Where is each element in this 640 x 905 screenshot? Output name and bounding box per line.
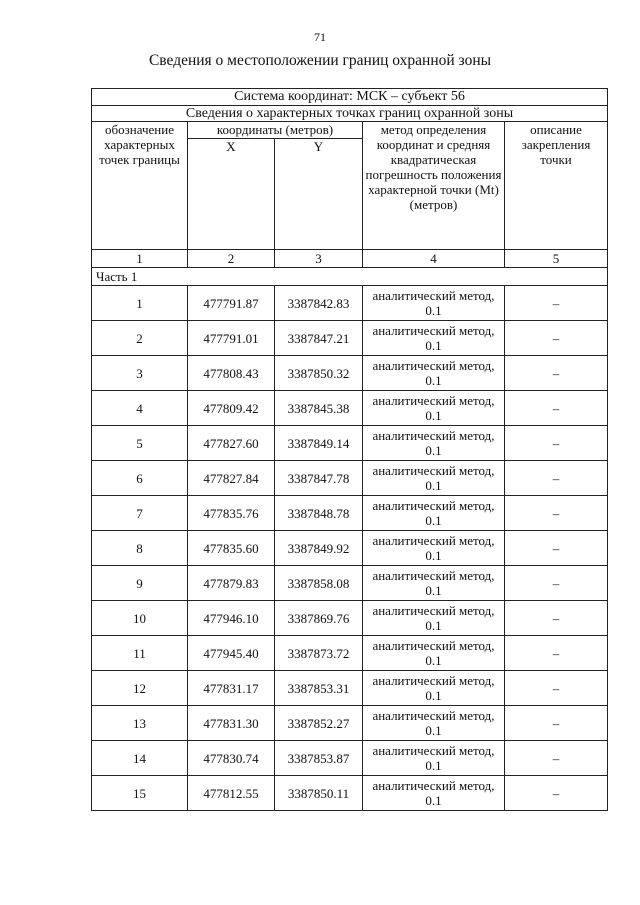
x-coordinate-cell: 477835.76 (188, 496, 275, 531)
page-number: 71 (314, 30, 326, 44)
x-coordinate-cell: 477827.84 (188, 461, 275, 496)
point-number-cell: 10 (92, 601, 188, 636)
description-cell: – (505, 741, 608, 776)
y-coordinate-cell: 3387842.83 (275, 286, 363, 321)
method-cell: аналитический метод, 0.1 (363, 496, 505, 531)
point-number-cell: 13 (92, 706, 188, 741)
point-number-cell: 14 (92, 741, 188, 776)
table-row (92, 776, 608, 811)
method-cell: аналитический метод, 0.1 (363, 531, 505, 566)
x-coordinate-cell: 477831.17 (188, 671, 275, 706)
method-cell: аналитический метод, 0.1 (363, 706, 505, 741)
part-label-row: Часть 1 (92, 268, 608, 286)
x-coordinate-cell: 477879.83 (188, 566, 275, 601)
x-coordinate-cell: 477809.42 (188, 391, 275, 426)
method-cell: аналитический метод, 0.1 (363, 566, 505, 601)
table-row (92, 321, 608, 356)
table-row (92, 566, 608, 601)
column-number: 1 (92, 250, 188, 268)
method-cell: аналитический метод, 0.1 (363, 636, 505, 671)
y-coordinate-cell: 3387850.11 (275, 776, 363, 811)
description-cell: – (505, 671, 608, 706)
method-cell: аналитический метод, 0.1 (363, 321, 505, 356)
point-number-cell: 8 (92, 531, 188, 566)
y-coordinate-cell: 3387869.76 (275, 601, 363, 636)
x-coordinate-cell: 477808.43 (188, 356, 275, 391)
y-coordinate-cell: 3387849.14 (275, 426, 363, 461)
column-number: 2 (188, 250, 275, 268)
column-number: 3 (275, 250, 363, 268)
header-x: X (188, 139, 275, 250)
description-cell: – (505, 391, 608, 426)
point-number-cell: 2 (92, 321, 188, 356)
x-coordinate-cell: 477812.55 (188, 776, 275, 811)
table-row (92, 286, 608, 321)
table-row (92, 706, 608, 741)
x-coordinate-cell: 477835.60 (188, 531, 275, 566)
table-row (92, 636, 608, 671)
description-cell: – (505, 706, 608, 741)
point-number-cell: 15 (92, 776, 188, 811)
y-coordinate-cell: 3387852.27 (275, 706, 363, 741)
x-coordinate-cell: 477945.40 (188, 636, 275, 671)
point-number-cell: 12 (92, 671, 188, 706)
table-row (92, 741, 608, 776)
description-cell: – (505, 426, 608, 461)
column-number: 5 (505, 250, 608, 268)
method-cell: аналитический метод, 0.1 (363, 461, 505, 496)
y-coordinate-cell: 3387848.78 (275, 496, 363, 531)
description-cell: – (505, 636, 608, 671)
method-cell: аналитический метод, 0.1 (363, 776, 505, 811)
x-coordinate-cell: 477791.01 (188, 321, 275, 356)
point-number-cell: 7 (92, 496, 188, 531)
y-coordinate-cell: 3387853.31 (275, 671, 363, 706)
point-number-cell: 3 (92, 356, 188, 391)
table-row (92, 671, 608, 706)
point-number-cell: 9 (92, 566, 188, 601)
method-cell: аналитический метод, 0.1 (363, 356, 505, 391)
table-row (92, 391, 608, 426)
point-number-cell: 6 (92, 461, 188, 496)
y-coordinate-cell: 3387847.21 (275, 321, 363, 356)
point-number-cell: 4 (92, 391, 188, 426)
y-coordinate-cell: 3387853.87 (275, 741, 363, 776)
x-coordinate-cell: 477946.10 (188, 601, 275, 636)
description-cell: – (505, 601, 608, 636)
table-row (92, 426, 608, 461)
header-point-designation: обозначение характерных точек границы (92, 122, 188, 250)
header-y: Y (275, 139, 363, 250)
x-coordinate-cell: 477830.74 (188, 741, 275, 776)
document-title: Сведения о местоположении границ охранной зоны (148, 52, 492, 69)
boundary-points-table (91, 88, 608, 811)
method-cell: аналитический метод, 0.1 (363, 601, 505, 636)
header-method: метод определения координат и средняя квадратическая погрешность положения характерной точки (Mt) (метров) (363, 122, 505, 250)
y-coordinate-cell: 3387847.78 (275, 461, 363, 496)
section-title-row: Сведения о характерных точках границ охранной зоны (92, 106, 608, 122)
table-row (92, 601, 608, 636)
method-cell: аналитический метод, 0.1 (363, 741, 505, 776)
description-cell: – (505, 356, 608, 391)
point-number-cell: 5 (92, 426, 188, 461)
method-cell: аналитический метод, 0.1 (363, 671, 505, 706)
method-cell: аналитический метод, 0.1 (363, 426, 505, 461)
y-coordinate-cell: 3387845.38 (275, 391, 363, 426)
description-cell: – (505, 286, 608, 321)
header-coordinates: координаты (метров) (188, 122, 363, 139)
column-number: 4 (363, 250, 505, 268)
description-cell: – (505, 531, 608, 566)
point-number-cell: 11 (92, 636, 188, 671)
header-description: описание закрепления точки (505, 122, 608, 250)
description-cell: – (505, 566, 608, 601)
y-coordinate-cell: 3387850.32 (275, 356, 363, 391)
x-coordinate-cell: 477831.30 (188, 706, 275, 741)
description-cell: – (505, 496, 608, 531)
point-number-cell: 1 (92, 286, 188, 321)
coordinate-system-row: Система координат: МСК – субъект 56 (92, 89, 608, 106)
method-cell: аналитический метод, 0.1 (363, 286, 505, 321)
table-row (92, 356, 608, 391)
table-row (92, 461, 608, 496)
y-coordinate-cell: 3387858.08 (275, 566, 363, 601)
method-cell: аналитический метод, 0.1 (363, 391, 505, 426)
y-coordinate-cell: 3387873.72 (275, 636, 363, 671)
y-coordinate-cell: 3387849.92 (275, 531, 363, 566)
description-cell: – (505, 321, 608, 356)
x-coordinate-cell: 477791.87 (188, 286, 275, 321)
description-cell: – (505, 776, 608, 811)
table-row (92, 496, 608, 531)
x-coordinate-cell: 477827.60 (188, 426, 275, 461)
description-cell: – (505, 461, 608, 496)
table-row (92, 531, 608, 566)
